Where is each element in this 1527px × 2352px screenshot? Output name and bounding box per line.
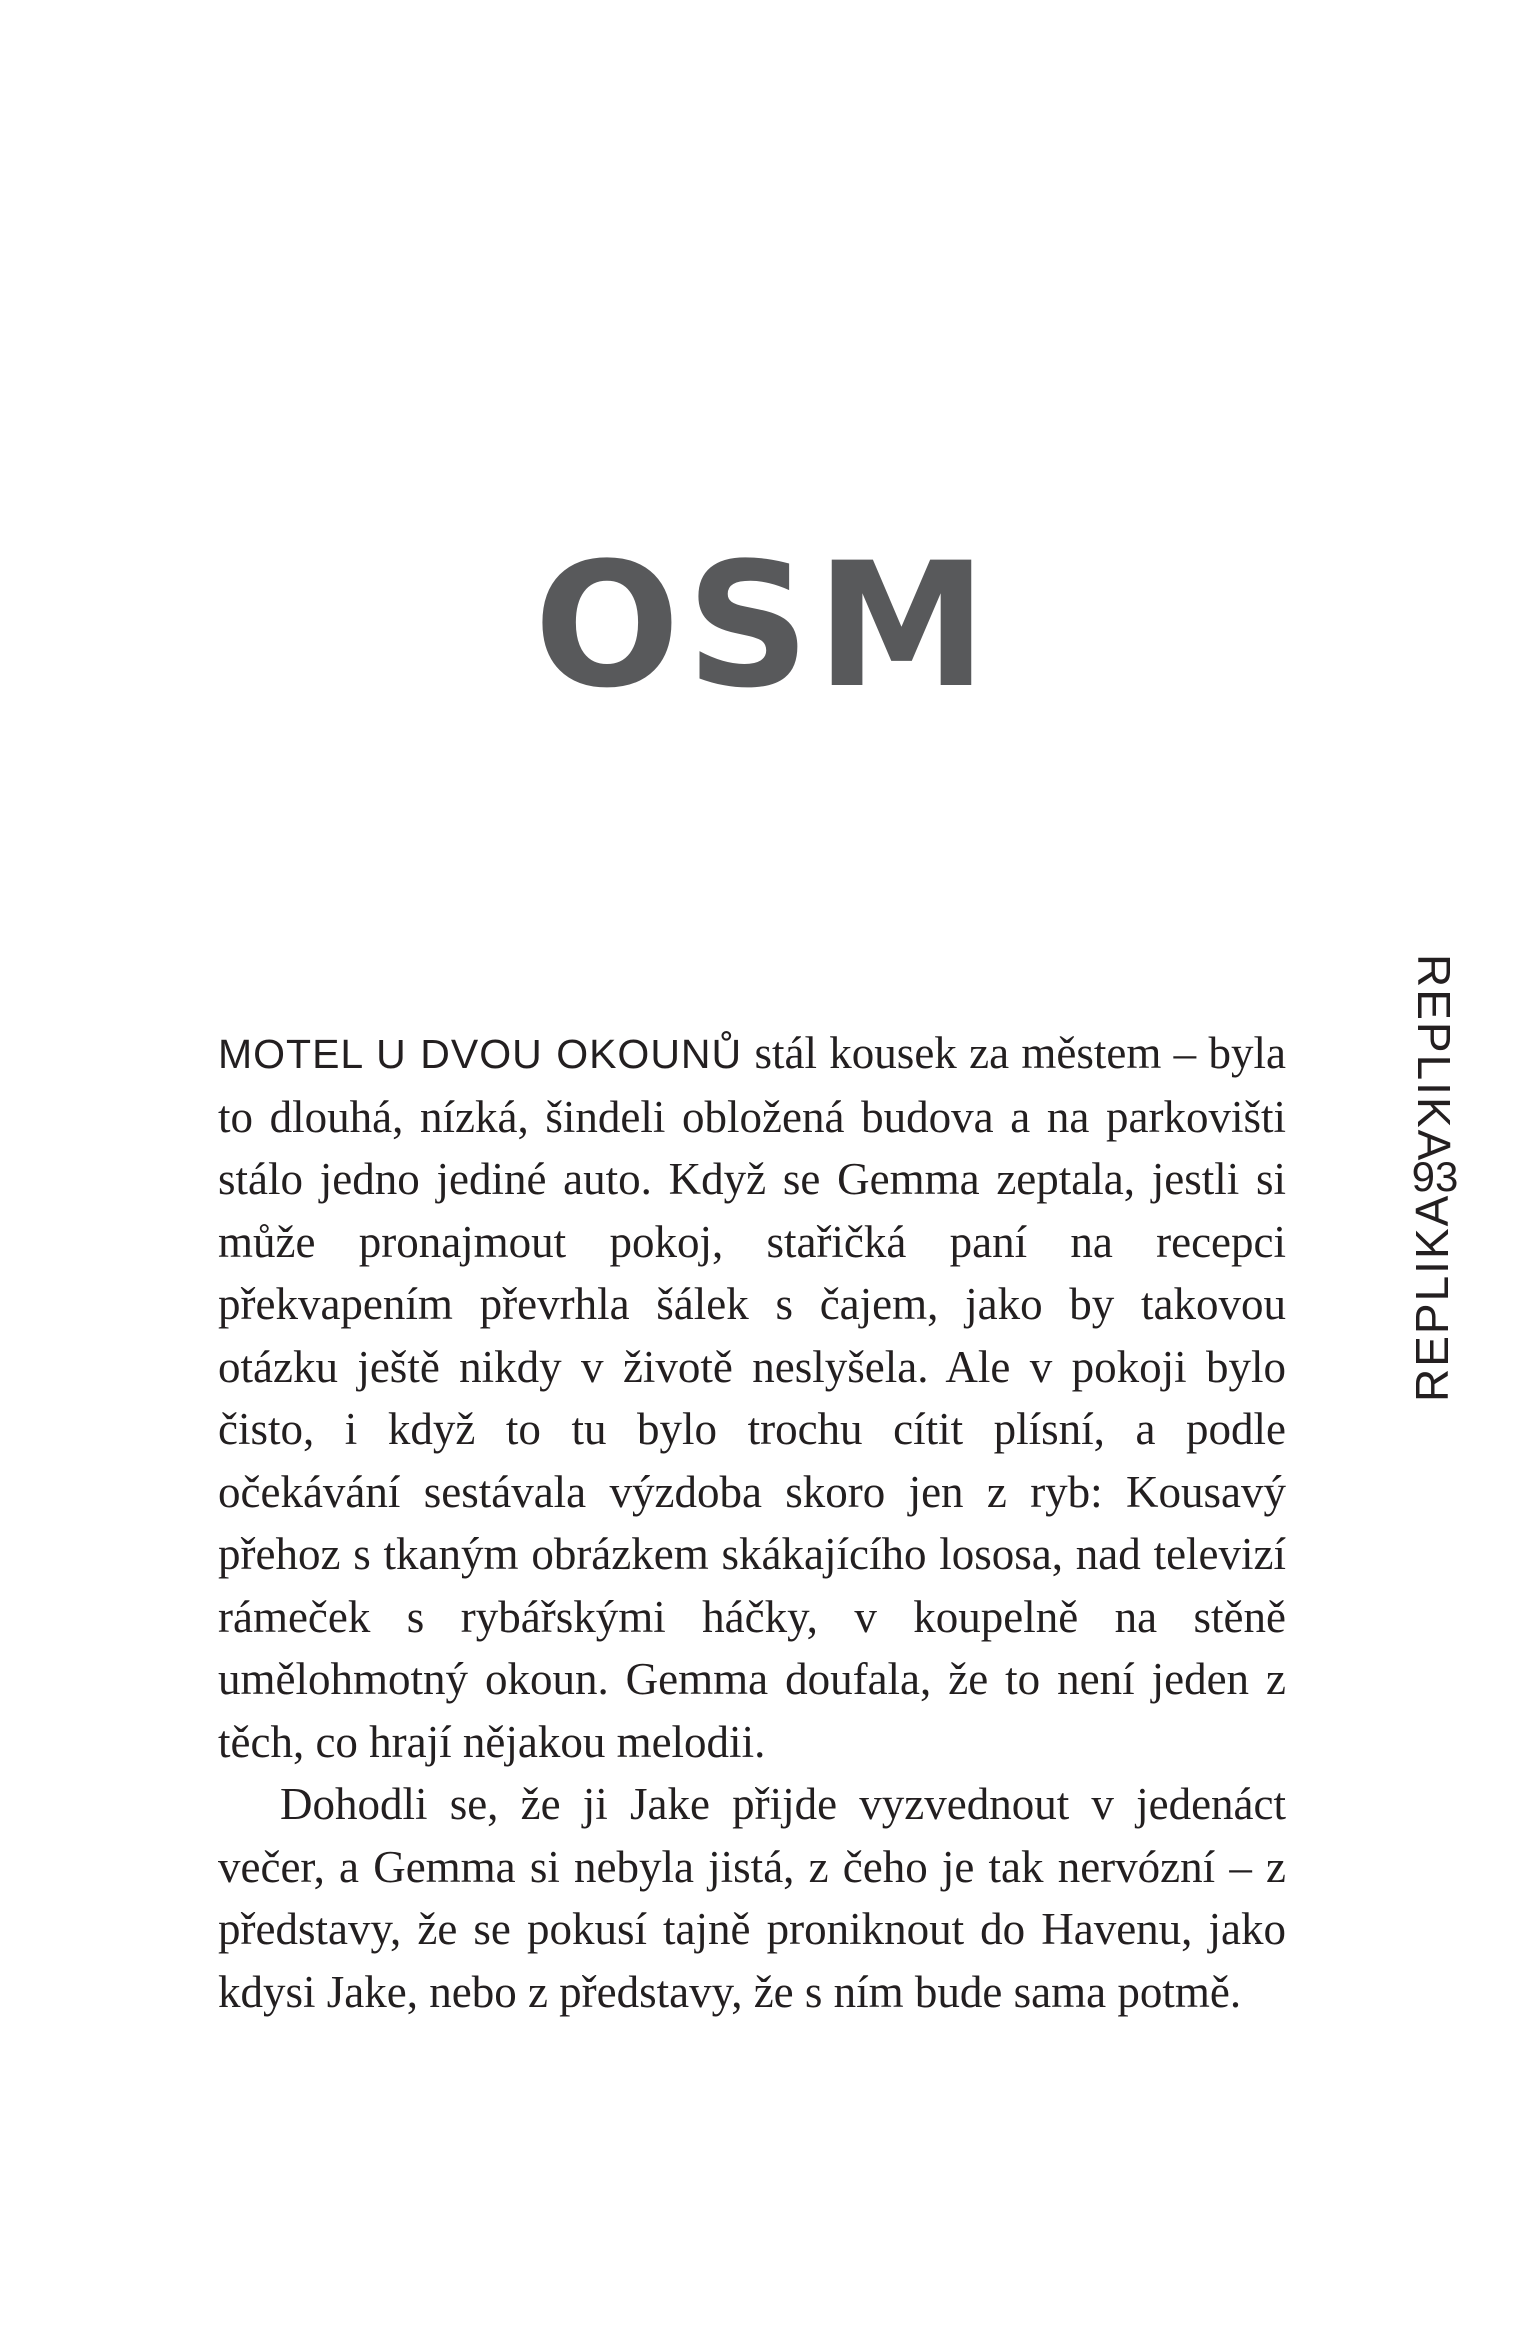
running-title-upper: REPLIKA (1408, 954, 1460, 1163)
page-number: 93 (1411, 1153, 1459, 1200)
paragraph-2: Dohodli se, že ji Jake přijde vyzvednout v jedenáct večer, a Gemma si nebyla jistá, z čeho je tak nervózní – z představy, že se pokusí tajně proniknout do Havenu, jako kdysi Jake, nebo z představy, že s ním bude sama potmě. (218, 1779, 1286, 2017)
paragraph-1 (218, 1022, 1286, 1773)
body-text (218, 1022, 1286, 2023)
paragraph-1-text: stál kousek za městem – byla to dlouhá, nízká, šindeli obložená budova a na parkovišti stálo jedno jediné auto. Když se Gemma zeptala, jestli si může pronajmout pokoj, stařičká paní na recepci překvapením převrhla šálek s čajem, jako by takovou otázku ještě nikdy v životě neslyšela. Ale v pokoji bylo čisto, i když to tu bylo trochu cítit plísní, a podle očekávání sestávala výzdoba skoro jen z ryb: Kousavý přehoz s tkaným obrázkem skákajícího lososa, nad televizí rámeček s rybářskými háčky, v koupelně na stěně umělohmotný okoun. Gemma doufala, že to není jeden z těch, co hrají nějakou melodii. (218, 1028, 1286, 1767)
running-title-lower: REPLIKA (1406, 1193, 1458, 1402)
paragraph-lead-in: MOTEL U DVOU OKOUNŮ (218, 1031, 743, 1077)
chapter-title: OSM (533, 525, 994, 726)
